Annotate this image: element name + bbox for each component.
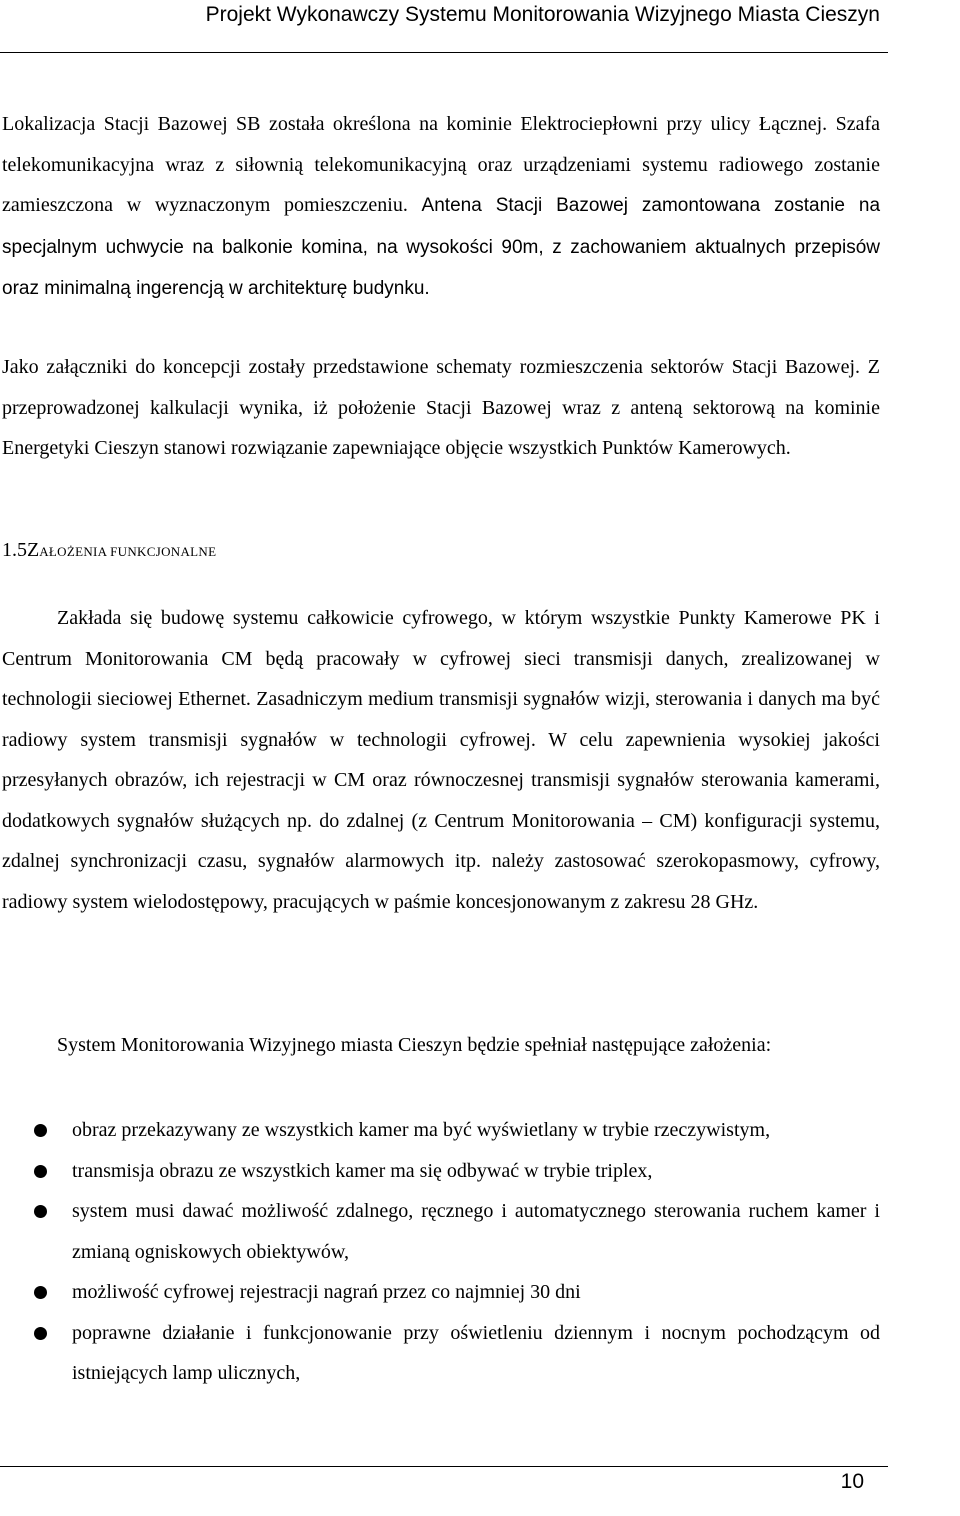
page-number: 10 [840,1470,864,1493]
bullet-dot-icon [34,1327,47,1340]
paragraph-attachments-text: Jako załączniki do koncepcji zostały przedstawione schematy rozmieszczenia sektorów Stacji Bazowej. Z przeprowadzonej kalkulacji wynika, iż położenie Stacji Bazowej wraz z anteną sektorową na kominie Energetyki Cieszyn stanowi rozwiązanie zapewniające objęcie wszystkich Punktów Kamerowych. [2,356,880,459]
list-item-text: możliwość cyfrowej rejestracji nagrań przez co najmniej 30 dni [72,1281,581,1303]
paragraph-base-station-location [2,104,880,310]
section-initial: Z [27,539,40,561]
list-item [0,1151,880,1192]
paragraph-sans-text: Antena Stacji Bazowej zamontowana zostanie na specjalnym uchwycie na balkonie komina, na wysokości 90m, z zachowaniem aktualnych przepisów oraz minimalną ingerencją w architekturę budynku. [2,195,881,299]
list-item-text: poprawne działanie i funkcjonowanie przy oświetleniu dziennym i nocnym pochodzącym od istniejących lamp ulicznych, [72,1321,880,1384]
page-header [0,0,888,53]
section-number: 1.5 [2,539,27,561]
paragraph-functional-assumptions: Zakłada się budowę systemu całkowicie cyfrowego, w którym wszystkie Punkty Kamerowe PK i Centrum Monitorowania CM będą pracowały w cyfrowej sieci transmisji danych, zrealizowanej w technologii sieciowej Ethernet. Zasadniczym medium transmisji sygnałów wizji, sterowania i danych ma być radiowy system transmisji sygnałów w technologii cyfrowej. W celu zapewnienia wysokiej jakości przesyłanych obrazów, ich rejestracji w CM oraz równoczesnej transmisji sygnałów sterowania kamerami, dodatkowych sygnałów służących np. do zdalnej (z Centrum Monitorowania – CM) konfiguracji systemu, zdalnej synchronizacji czasu, sygnałów alarmowych itp. należy zastosować szerokopasmowy, cyfrowy, radiowy system wielodostępowy, pracujących w paśmie koncesjonowanym z zakresu 28 GHz. [2,607,880,913]
paragraph-attachments [2,347,880,469]
paragraph-serif-text: Lokalizacja Stacji Bazowej SB została określona na kominie Elektrociepłowni przy ulicy Łącznej. Szafa telekomunikacyjna wraz z siłownią telekomunikacyjną oraz urządzeniami systemu radiowego zostanie zamieszczona w wyznaczonym pomieszczeniu. [2,113,880,216]
section-heading [2,538,216,564]
section-title-rest: AŁOŻENIA FUNKCJONALNE [39,544,217,559]
list-item [0,1272,880,1313]
paragraph-system-requirements-intro: System Monitorowania Wizyjnego miasta Cieszyn będzie spełniał następujące założenia: [57,1034,772,1056]
requirements-list [0,1110,880,1394]
list-item [0,1191,880,1272]
bullet-dot-icon [34,1205,47,1218]
bullet-dot-icon [34,1124,47,1137]
bullet-dot-icon [34,1286,47,1299]
bullet-dot-icon [34,1165,47,1178]
list-item [0,1313,880,1394]
list-item-text: obraz przekazywany ze wszystkich kamer ma być wyświetlany w trybie rzeczywistym, [72,1119,771,1141]
header-title: Projekt Wykonawczy Systemu Monitorowania Wizyjnego Miasta Cieszyn [205,3,880,26]
page-footer-rule [0,1466,888,1467]
list-item [0,1110,880,1151]
list-item-text: transmisja obrazu ze wszystkich kamer ma się odbywać w trybie triplex, [72,1159,653,1182]
list-item-text: system musi dawać możliwość zdalnego, ręcznego i automatycznego sterowania ruchem kamer i zmianą ogniskowych obiektywów, [72,1200,880,1263]
